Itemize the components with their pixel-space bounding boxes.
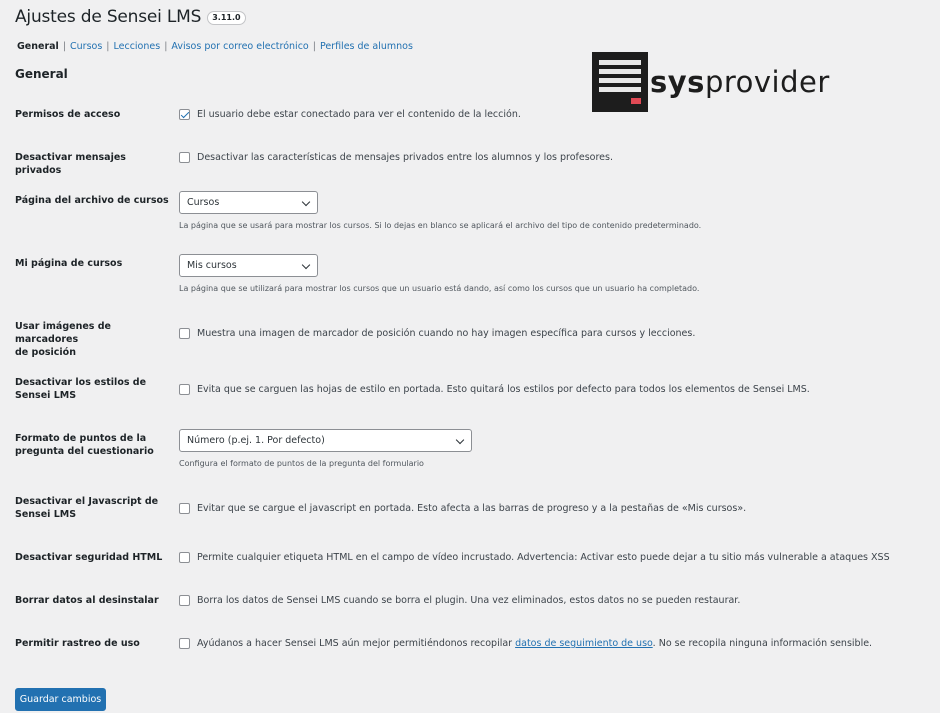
disable-javascript-checkbox[interactable] — [179, 503, 190, 514]
subnav-separator: | — [312, 41, 316, 52]
version-badge: 3.11.0 — [207, 11, 245, 25]
select-value: Número (p.ej. 1. Por defecto) — [187, 435, 325, 446]
logo-text: sysprovider — [650, 65, 830, 99]
setting-label: Usar imágenes de marcadores de posición — [15, 321, 111, 358]
logo-mark-icon — [592, 52, 648, 112]
section-title: General — [15, 67, 68, 81]
subnav-general[interactable]: General — [17, 41, 59, 52]
subnav-cursos[interactable]: Cursos — [70, 41, 103, 52]
chevron-down-icon — [302, 261, 310, 269]
setting-field — [179, 429, 472, 470]
subnav-separator: | — [106, 41, 110, 52]
course-archive-select[interactable] — [179, 191, 318, 214]
private-messages-checkbox[interactable] — [179, 152, 190, 163]
quiz-point-format-select[interactable] — [179, 429, 472, 452]
setting-label: Desactivar mensajes privados — [15, 152, 126, 176]
checkbox-label: Permite cualquier etiqueta HTML en el campo de vídeo incrustado. Advertencia: Activar esto puede dejar a tu sitio más vulnerable a ataques XSS — [197, 552, 890, 563]
setting-field — [179, 151, 613, 164]
usage-tracking-link[interactable]: datos de seguimiento de uso — [515, 638, 653, 649]
checkbox-label: Desactivar las características de mensajes privados entre los alumnos y los profesores. — [197, 152, 614, 163]
field-description: La página que se usará para mostrar los cursos. Si lo dejas en blanco se aplicará el archivo del tipo de contenido predeterminado. — [179, 221, 702, 230]
subnav-email-notices[interactable]: Avisos por correo electrónico — [171, 41, 309, 52]
checkbox-label: Ayúdanos a hacer Sensei LMS aún mejor permitiéndonos recopilar datos de seguimiento de uso. No se recopila ninguna información sensible. — [197, 638, 873, 649]
setting-field — [179, 191, 701, 232]
placeholder-images-checkbox[interactable] — [179, 328, 190, 339]
page-header — [15, 7, 246, 27]
setting-field — [179, 637, 872, 650]
page-title: Ajustes de Sensei LMS — [15, 7, 202, 27]
checkbox-label: Muestra una imagen de marcador de posición cuando no hay imagen específica para cursos y lecciones. — [197, 328, 696, 339]
delete-data-checkbox[interactable] — [179, 595, 190, 606]
setting-label: Permitir rastreo de uso — [15, 638, 140, 649]
field-description: La página que se utilizará para mostrar los cursos que un usuario está dando, así como los cursos que un usuario ha completado. — [179, 284, 700, 293]
subnav-lecciones[interactable]: Lecciones — [113, 41, 161, 52]
html-security-checkbox[interactable] — [179, 552, 190, 563]
select-value: Mis cursos — [187, 260, 237, 271]
checkbox-label: Evitar que se cargue el javascript en portada. Esto afecta a las barras de progreso y a la pestañas de «Mis cursos». — [197, 503, 747, 514]
checkbox-label: Evita que se carguen las hojas de estilo en portada. Esto quitará los estilos por defecto para todos los elementos de Sensei LMS. — [197, 384, 810, 395]
field-description: Configura el formato de puntos de la pregunta del formulario — [179, 459, 424, 468]
setting-field — [179, 254, 699, 295]
save-changes-button[interactable]: Guardar cambios — [15, 688, 106, 711]
setting-label: Desactivar el Javascript de Sensei LMS — [15, 496, 159, 520]
subnav-separator: | — [62, 41, 67, 52]
usage-tracking-checkbox[interactable] — [179, 638, 190, 649]
setting-field — [179, 383, 810, 396]
checkbox-label: El usuario debe estar conectado para ver el contenido de la lección. — [197, 109, 521, 120]
setting-label: Borrar datos al desinstalar — [15, 595, 159, 606]
chevron-down-icon — [302, 198, 310, 206]
subnav-learner-profiles[interactable]: Perfiles de alumnos — [319, 41, 413, 52]
setting-label: Desactivar los estilos de Sensei LMS — [15, 377, 147, 401]
setting-label: Desactivar seguridad HTML — [15, 552, 163, 563]
setting-field — [179, 108, 521, 121]
setting-label: Mi página de cursos — [15, 258, 123, 269]
settings-subnav — [17, 41, 413, 52]
access-permissions-checkbox[interactable] — [179, 109, 190, 120]
setting-label: Permisos de acceso — [15, 109, 121, 120]
select-value: Cursos — [187, 197, 220, 208]
disable-styles-checkbox[interactable] — [179, 384, 190, 395]
checkbox-label: Borra los datos de Sensei LMS cuando se borra el plugin. Una vez eliminados, estos datos no se pueden restaurar. — [197, 595, 741, 606]
setting-field — [179, 594, 740, 607]
setting-field — [179, 502, 746, 515]
my-courses-select[interactable] — [179, 254, 318, 277]
setting-label: Página del archivo de cursos — [15, 195, 169, 206]
chevron-down-icon — [456, 436, 464, 444]
setting-field — [179, 327, 695, 340]
sysprovider-logo — [592, 52, 830, 112]
setting-label: Formato de puntos de la pregunta del cuestionario — [15, 433, 154, 457]
subnav-separator: | — [164, 41, 168, 52]
setting-field — [179, 551, 890, 564]
